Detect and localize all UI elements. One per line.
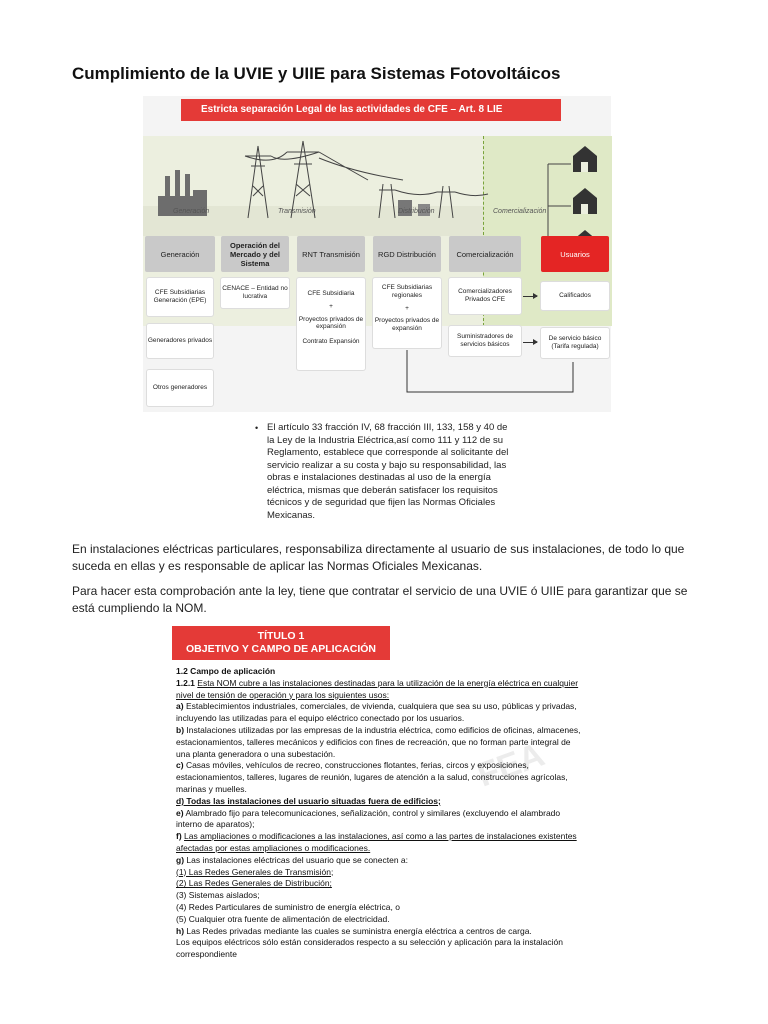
col6-servicio-basico: De servicio básico (Tarifa regulada): [541, 328, 609, 358]
arrow-to-servicio-basico: [523, 342, 537, 343]
header-usuarios: Usuarios: [541, 236, 609, 272]
item-f: f) Las ampliaciones o modificaciones a las instalaciones, así como a las partes de instalaciones existentes afectadas por estas ampliaciones o modificaciones.: [176, 831, 577, 853]
header-rgd: RGD Distribución: [373, 236, 441, 272]
section-title: 1.2 Campo de aplicación: [176, 666, 276, 676]
item-g1: (1) Las Redes Generales de Transmisión;: [176, 866, 334, 877]
item-g4: (4) Redes Particulares de suministro de energía eléctrica, o: [176, 901, 400, 912]
scene-label-distribucion: Distribución: [398, 208, 435, 215]
closing-text: Los equipos eléctricos sólo están considerados respecto a su selección y aplicación para la instalación correspondiente: [176, 937, 563, 960]
nom-text: [176, 666, 582, 961]
item-g2: (2) Las Redes Generales de Distribución;: [176, 878, 332, 889]
scene-label-generacion: Generación: [173, 208, 210, 215]
col3-rnt-box: [297, 278, 365, 370]
item-g3: (3) Sistemas aislados;: [176, 890, 260, 901]
header-comercializacion: Comercialización: [449, 236, 521, 272]
col3-cfe-subsidiaria: CFE Subsidiaria: [307, 290, 355, 297]
header-rnt: RNT Transmisión: [297, 236, 365, 272]
item-g: g) Las instalaciones eléctricas del usuario que se conecten a:: [176, 854, 409, 865]
figure-banner: Estricta separación Legal de las actividades de CFE – Art. 8 LIE: [181, 99, 561, 121]
col1-otros-generadores: Otros generadores: [147, 370, 213, 406]
col6-calificados: Calificados: [541, 282, 609, 310]
watermark-logo: FEA: [472, 735, 550, 795]
header-generacion: Generación: [145, 236, 215, 272]
cfe-structure-figure: [143, 96, 611, 412]
item-c: c) Casas móviles, vehículos de recreo, construcciones flotantes, ferias, circos y exposiciones, estacionamientos, talleres, lugares de reunión, lugares de atención a la salud, construcciones agrícolas, marinas y muelles.: [176, 760, 568, 794]
header-operacion: Operación del Mercado y del Sistema: [221, 236, 289, 272]
titulo-header: [172, 626, 390, 660]
col4-plus: +: [405, 304, 409, 312]
col4-cfe-regionales: CFE Subsidiarias regionales: [381, 284, 433, 299]
legal-bullet: [255, 422, 515, 522]
item-h: h) Las Redes privadas mediante las cuales se suministra energía eléctrica a centros de carga.: [176, 925, 532, 936]
titulo-line-2: OBJETIVO Y CAMPO DE APLICACIÓN: [186, 643, 376, 655]
paragraph-2: Para hacer esta comprobación ante la ley, tiene que contratar el servicio de una UVIE ó UIIE para garantizar que se está cumpliendo la NOM.: [72, 584, 688, 615]
item-intro: 1.2.1 Esta NOM cubre a las instalaciones destinadas para la utilización de la energía eléctrica en cualquier nivel de tensión de operación y para los siguientes usos:: [176, 677, 579, 700]
item-b: b) Instalaciones utilizadas por las empresas de la industria eléctrica, como edificios de oficinas, almacenes, estacionamientos, talleres mecánicos y edificios con fines de recreación, que no forman parte integral de una planta generadora o una subestación.: [176, 724, 581, 759]
col5-suministradores: Suministradores de servicios básicos: [449, 326, 521, 356]
item-g5: (5) Cualquier otra fuente de alimentación de electricidad.: [176, 913, 390, 924]
bullet-dot: •: [255, 423, 259, 433]
col4-rgd-box: [373, 278, 441, 348]
col5-comercializadores: Comercializadores Privados CFE: [449, 278, 521, 314]
col1-cfe-generacion: CFE Subsidiarias Generación (EPE): [147, 278, 213, 316]
titulo-line-1: TÍTULO 1: [257, 630, 305, 642]
scene-label-comercializacion: Comercialización: [493, 208, 547, 215]
col2-cenace: CENACE – Entidad no lucrativa: [221, 278, 289, 308]
page-title: Cumplimiento de la UVIE y UIIE para Sistemas Fotovoltáicos: [72, 64, 561, 83]
nom-excerpt-figure: [172, 626, 582, 960]
col3-plus: +: [329, 302, 333, 310]
col1-generadores-privados: Generadores privados: [147, 324, 213, 358]
legal-bullet-text: El artículo 33 fracción IV, 68 fracción III, 133, 158 y 40 de la Ley de la Industria Eléctrica,así como 111 y 112 de su Reglamento, establece que corresponde al solicitante del servicio realizar a su costa y bajo su responsabilidad, las obras e instalaciones destinadas al uso de la energía eléctrica, mismas que deberán satisfacer los requisitos técnicos y de seguridad que fijen las Normas Oficiales Mexicanas.: [267, 422, 509, 521]
scene-label-transmision: Transmisión: [278, 208, 316, 215]
paragraph-1: En instalaciones eléctricas particulares, responsabiliza directamente al usuario de sus instalaciones, de todo lo que suceda en ellas y es responsable de aplicar las Normas Oficiales Mexicanas.: [72, 542, 685, 573]
item-e: e) Alambrado fijo para telecomunicaciones, señalización, control y similares (excluyendo el alambrado interno de aparatos);: [176, 807, 561, 830]
item-a: a) Establecimientos industriales, comerciales, de vivienda, cualquiera que sea su uso, públicas y privadas, incluyendo las utilizadas para el equipo eléctrico conectado por los usuarios.: [176, 701, 577, 724]
col3-contrato: Contrato Expansión: [302, 338, 360, 346]
col3-proyectos: Proyectos privados de expansión: [298, 315, 364, 331]
item-d: d) Todas las instalaciones del usuario situadas fuera de edificios;: [176, 795, 441, 806]
arrow-to-calificados: [523, 296, 537, 297]
col4-proyectos: Proyectos privados de expansión: [374, 317, 440, 333]
